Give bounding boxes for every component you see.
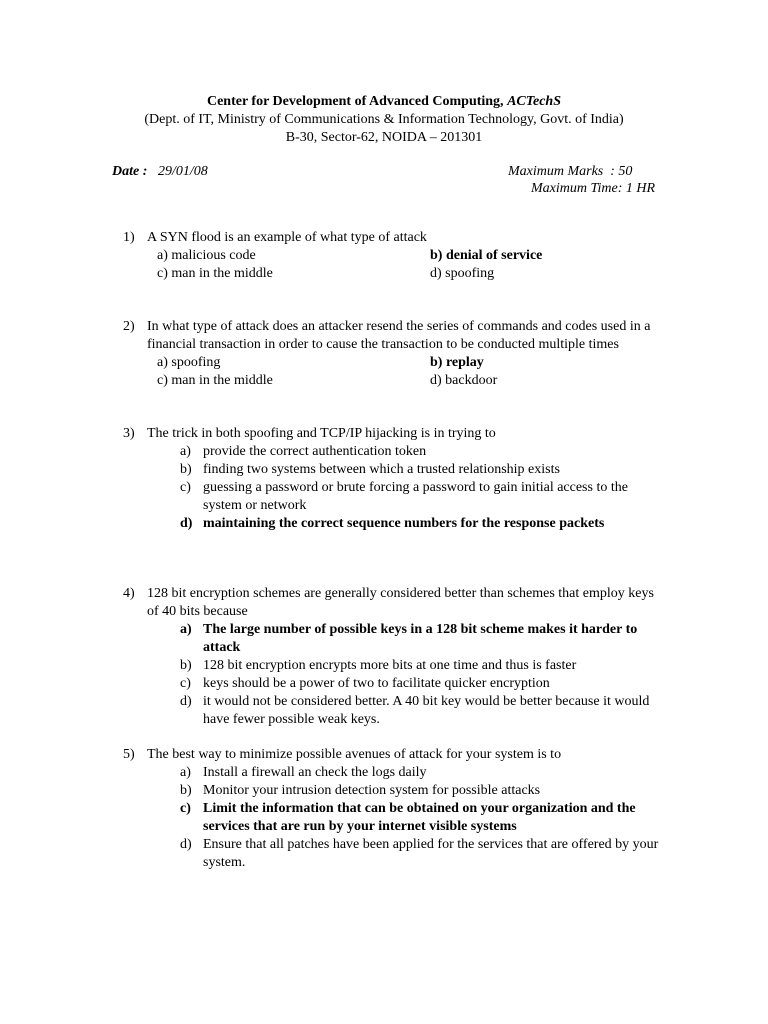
option-label: d) xyxy=(180,516,193,531)
option-a xyxy=(180,443,663,461)
question-number: 2) xyxy=(123,319,135,334)
option-text: provide the correct authentication token xyxy=(203,444,427,459)
option-text: finding two systems between which a trusted relationship exists xyxy=(203,462,560,477)
options xyxy=(157,247,663,283)
options xyxy=(180,621,663,729)
question-3 xyxy=(123,425,663,533)
question-number: 1) xyxy=(123,230,135,245)
option-d xyxy=(180,693,663,729)
institute-title xyxy=(0,93,768,111)
option-a xyxy=(180,764,663,782)
option-label: d) xyxy=(180,837,192,852)
option-text: guessing a password or brute forcing a password to gain initial access to the system or network xyxy=(203,480,628,513)
option-a: a) malicious code xyxy=(157,248,256,263)
question-text: The best way to minimize possible avenues of attack for your system is to xyxy=(147,747,562,762)
option-d: d) spoofing xyxy=(430,266,495,281)
option-label: c) xyxy=(180,801,191,816)
option-a: a) spoofing xyxy=(157,355,221,370)
question-2 xyxy=(123,318,663,390)
option-label: b) xyxy=(180,658,192,673)
option-text: it would not be considered better. A 40 bit key would be better because it would have fewer possible weak keys. xyxy=(203,694,650,727)
option-c-correct xyxy=(180,800,663,836)
address-line: B-30, Sector-62, NOIDA – 201301 xyxy=(285,130,483,145)
institute-name: Center for Development of Advanced Computing, xyxy=(206,94,508,109)
option-label: d) xyxy=(180,694,192,709)
option-text: Monitor your intrusion detection system for possible attacks xyxy=(203,783,541,798)
option-c: c) man in the middle xyxy=(157,373,273,388)
option-label: b) xyxy=(180,783,192,798)
option-b-correct: b) denial of service xyxy=(430,248,543,263)
question-text: A SYN flood is an example of what type of attack xyxy=(147,230,427,245)
question-text: In what type of attack does an attacker resend the series of commands and codes used in a financial transaction in order to cause the transaction to be conducted multiple times xyxy=(147,319,651,352)
option-text: keys should be a power of two to facilitate quicker encryption xyxy=(203,676,550,691)
option-text: maintaining the correct sequence numbers for the response packets xyxy=(203,516,605,531)
option-d-correct xyxy=(180,515,663,533)
option-d: d) backdoor xyxy=(430,373,498,388)
option-label: b) xyxy=(180,462,192,477)
question-number: 5) xyxy=(123,747,135,762)
options xyxy=(180,443,663,533)
option-b-correct: b) replay xyxy=(430,355,484,370)
option-b xyxy=(180,782,663,800)
option-label: a) xyxy=(180,622,192,637)
question-5 xyxy=(123,746,663,872)
option-label: a) xyxy=(180,765,191,780)
max-time: Maximum Time: 1 HR xyxy=(531,181,656,196)
option-c: c) man in the middle xyxy=(157,266,273,281)
option-text: 128 bit encryption encrypts more bits at one time and thus is faster xyxy=(203,658,577,673)
question-4 xyxy=(123,585,663,729)
option-text: The large number of possible keys in a 128 bit scheme makes it harder to attack xyxy=(203,622,638,655)
max-marks: Maximum Marks : 50 xyxy=(508,164,633,179)
date-label: Date : xyxy=(112,164,148,179)
option-c xyxy=(180,675,663,693)
option-label: a) xyxy=(180,444,191,459)
option-b xyxy=(180,461,663,479)
option-d xyxy=(180,836,663,872)
option-text: Ensure that all patches have been applied for the services that are offered by your system. xyxy=(203,837,659,870)
department-line: (Dept. of IT, Ministry of Communications & Information Technology, Govt. of India) xyxy=(144,112,624,127)
question-text: 128 bit encryption schemes are generally considered better than schemes that employ keys of 40 bits because xyxy=(147,586,654,619)
question-text: The trick in both spoofing and TCP/IP hijacking is in trying to xyxy=(147,426,496,441)
option-label: c) xyxy=(180,480,191,495)
option-b xyxy=(180,657,663,675)
option-label: c) xyxy=(180,676,191,691)
institute-abbrev: ACTechS xyxy=(507,94,562,109)
options xyxy=(180,764,663,872)
options xyxy=(157,354,663,390)
option-text: Limit the information that can be obtained on your organization and the services that are run by your internet visible systems xyxy=(203,801,636,834)
question-number: 4) xyxy=(123,586,135,601)
option-a-correct xyxy=(180,621,663,657)
date-value: 29/01/08 xyxy=(158,164,208,179)
question-number: 3) xyxy=(123,426,135,441)
option-c xyxy=(180,479,663,515)
question-1 xyxy=(123,229,663,283)
option-text: Install a firewall an check the logs daily xyxy=(203,765,427,780)
